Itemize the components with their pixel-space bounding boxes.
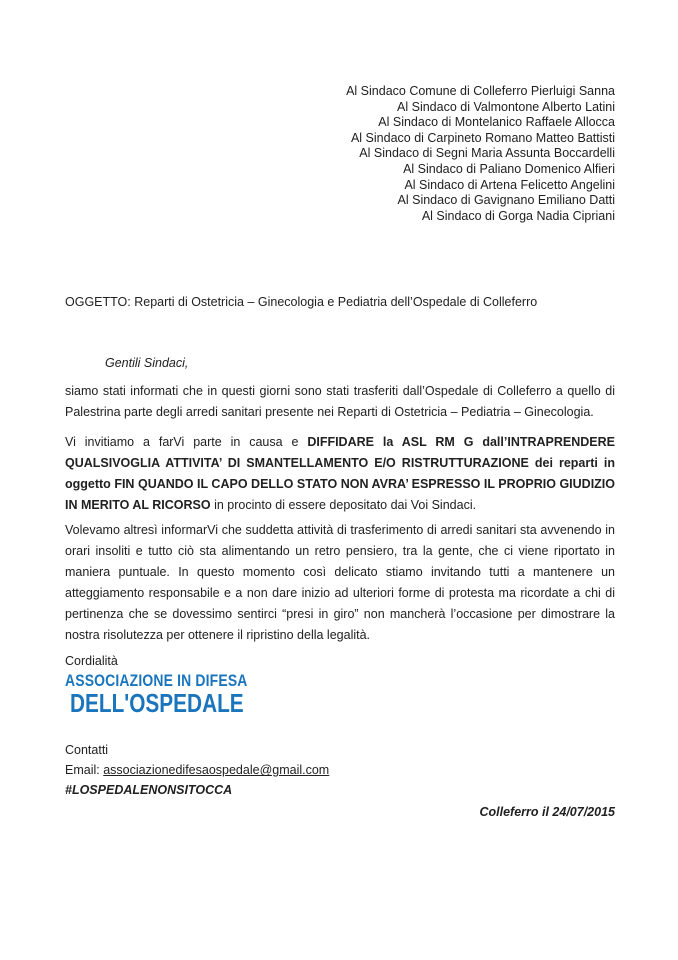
- paragraph-2-bold: DIFFIDARE la ASL RM G dall’INTRAPRENDERE QUALSIVOGLIA ATTIVITA’ DI SMANTELLAMENTO E/O RISTRUTTURAZIONE dei reparti in oggetto FIN QUANDO IL CAPO DELLO STATO NON AVRA’ ESPRESSO IL PROPRIO GIUDIZIO IN MERITO AL RICORSO: [65, 435, 615, 513]
- recipient-line: Al Sindaco di Gorga Nadia Cipriani: [421, 208, 615, 223]
- recipient-line: Al Sindaco di Artena Felicetto Angelini: [404, 177, 615, 192]
- recipient-line: Al Sindaco di Montelanico Raffaele Allocca: [378, 115, 615, 130]
- recipient-line: Al Sindaco di Gavignano Emiliano Datti: [397, 193, 615, 208]
- email-line: [65, 760, 615, 780]
- paragraph-3: Volevamo altresì informarVi che suddetta attività di trasferimento di arredi sanitari sta avvenendo in orari insoliti e tutto ciò sta alimentando un retro pensiero, tra la gente, che ci viene riportato in maniera puntuale. In questo momento così delicato stiamo invitando tutti a mantenere un atteggiamento responsabile e a non dare inizio ad ulteriori forme di protesta ma ricordate a chi di pertinenza che se dovessimo sentirci “presi in giro” non mancherà l’occasione per dimostrare la nostra risolutezza per ottenere il ripristino della legalità.: [65, 523, 615, 643]
- date-line: Colleferro il 24/07/2015: [479, 805, 615, 820]
- paragraph-2: [65, 432, 615, 516]
- recipient-line: Al Sindaco di Carpineto Romano Matteo Battisti: [350, 130, 615, 145]
- logo-line-1: ASSOCIAZIONE IN DIFESA: [65, 671, 248, 691]
- email-link[interactable]: associazionedifesaospedale@gmail.com: [103, 763, 330, 778]
- paragraph-2-normal-end: in procinto di essere depositato dai Voi Sindaci.: [214, 498, 477, 513]
- email-label: Email:: [65, 763, 104, 778]
- recipient-line: Al Sindaco Comune di Colleferro Pierluigi Sanna: [346, 84, 615, 98]
- paragraph-1: siamo stati informati che in questi giorni sono stati trasferiti dall’Ospedale di Colleferro a quello di Palestrina parte degli arredi sanitari presente nei Reparti di Ostetricia – Pediatria – Ginecologia.: [65, 384, 615, 420]
- salutation: Gentili Sindaci,: [105, 356, 189, 371]
- logo-line-2: DELL'OSPEDALE: [70, 688, 244, 719]
- subject-line: OGGETTO: Reparti di Ostetricia – Ginecologia e Pediatria dell’Ospedale di Colleferro: [65, 295, 538, 310]
- paragraph-2-normal-start: Vi invitiamo a farVi parte in causa e: [65, 435, 308, 450]
- recipient-line: Al Sindaco di Valmontone Alberto Latini: [397, 99, 615, 114]
- association-logo: [65, 671, 615, 719]
- recipient-list: [65, 84, 615, 224]
- contacts-label: Contatti: [65, 743, 109, 758]
- hashtag: #LOSPEDALENONSITOCCA: [65, 783, 233, 798]
- recipient-line: Al Sindaco di Segni Maria Assunta Boccardelli: [359, 146, 615, 161]
- recipient-line: Al Sindaco di Paliano Domenico Alfieri: [403, 161, 615, 176]
- closing: Cordialità: [65, 654, 118, 669]
